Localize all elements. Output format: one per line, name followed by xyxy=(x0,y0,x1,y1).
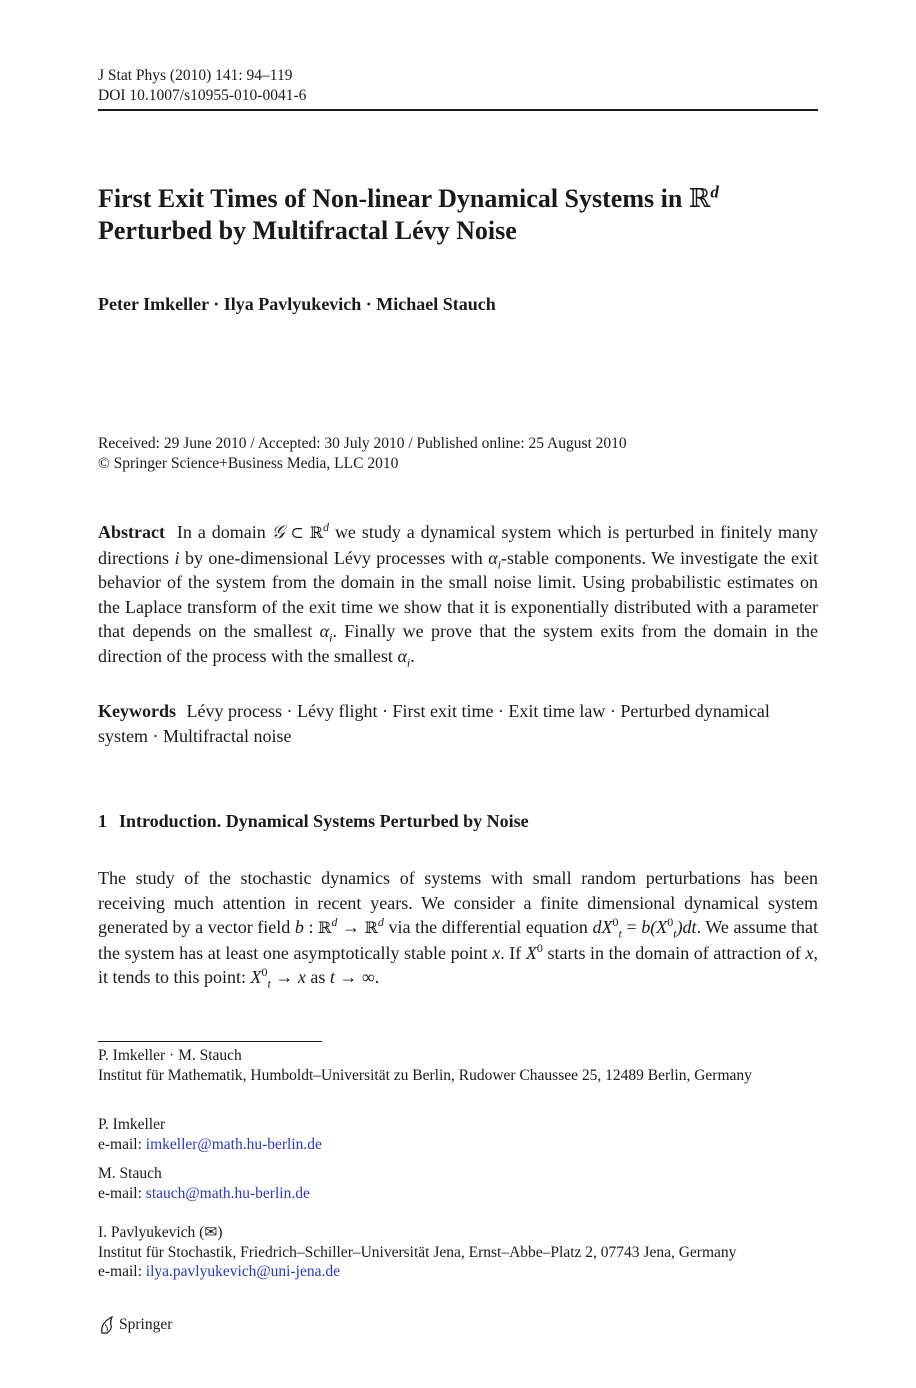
email-label: e-mail: xyxy=(98,1263,142,1280)
affiliation-block-1 xyxy=(98,1046,818,1085)
math-index: i xyxy=(174,547,180,568)
email-label: e-mail: xyxy=(98,1184,142,1202)
section-title: Introduction. Dynamical Systems Perturbed by Noise xyxy=(119,811,529,831)
abstract-text: . Finally we prove that the system exits from the domain in the direction of the process with the smallest xyxy=(98,621,818,666)
math-arrow: → xyxy=(337,917,365,938)
math-sub: t xyxy=(267,976,271,991)
math-exp: d xyxy=(323,520,330,534)
keywords-label: Keywords xyxy=(98,701,176,721)
math-sub: i xyxy=(406,655,411,670)
math-reals: ℝ xyxy=(364,918,378,938)
email-link-stauch[interactable]: stauch@math.hu-berlin.de xyxy=(145,1184,310,1202)
abstract-text: In a domain xyxy=(176,522,266,542)
intro-text: . xyxy=(374,967,380,988)
email-link-imkeller[interactable]: imkeller@math.hu-berlin.de xyxy=(145,1135,322,1153)
affiliation-institution: Institut für Stochastik, Friedrich–Schiller–Universität Jena, Ernst–Abbe–Platz 2, 07743 Jena, Germany xyxy=(98,1243,737,1261)
math-exp: d xyxy=(331,915,338,930)
math-bx: b(X xyxy=(641,917,668,938)
keywords xyxy=(98,699,818,748)
publisher-name: Springer xyxy=(119,1316,173,1333)
math-X: X xyxy=(250,967,262,988)
email-line xyxy=(98,1135,818,1155)
math-alpha: α xyxy=(488,547,498,568)
math-sup: 0 xyxy=(536,940,543,955)
math-sub: i xyxy=(497,557,502,572)
abstract-text: we study a dynamical system which is perturbed in finitely many directions xyxy=(98,522,819,568)
math-sub: t xyxy=(673,926,677,941)
math-exp: d xyxy=(377,915,384,930)
paren-close: ) xyxy=(217,1224,223,1241)
intro-text: starts in the domain of attraction of xyxy=(547,942,801,963)
affiliation-block-2 xyxy=(98,1115,818,1154)
math-arrow: → xyxy=(270,967,298,988)
math-sup: 0 xyxy=(612,915,619,930)
email-line xyxy=(98,1184,818,1204)
header-rule xyxy=(98,109,818,111)
springer-footer xyxy=(98,1316,172,1334)
math-sup: 0 xyxy=(261,965,268,980)
author-list: Peter Imkeller · Ilya Pavlyukevich · Michael Stauch xyxy=(98,294,496,314)
intro-text: , it tends to this point: xyxy=(98,942,819,988)
abstract-text: by one-dimensional Lévy processes with xyxy=(184,547,483,568)
math-dx: dX xyxy=(592,917,613,938)
intro-text: . We assume that the system has at least one asymptotically stable point xyxy=(98,917,819,963)
abstract-label: Abstract xyxy=(98,522,165,542)
math-colon: : xyxy=(303,917,319,938)
affiliation-name: P. Imkeller xyxy=(98,1116,166,1133)
paper-page xyxy=(98,0,818,1388)
springer-horse-icon xyxy=(98,1316,114,1334)
paper-title xyxy=(98,183,818,247)
math-dt: )dt xyxy=(676,917,697,938)
math-sub: i xyxy=(329,630,333,645)
email-line xyxy=(98,1262,818,1282)
keywords-text: Lévy process · Lévy flight · First exit time · Exit time law · Perturbed dynamical system · Multifractal noise xyxy=(98,701,770,746)
title-line-1: First Exit Times of Non-linear Dynamical Systems in xyxy=(98,184,683,213)
intro-paragraph xyxy=(98,866,818,990)
envelope-icon: ✉ xyxy=(204,1224,218,1241)
section-number: 1 xyxy=(98,811,107,831)
email-link-pavlyukevich[interactable]: ilya.pavlyukevich@uni-jena.de xyxy=(145,1263,340,1280)
copyright: © Springer Science+Business Media, LLC 2010 xyxy=(98,455,399,472)
math-equals: = xyxy=(621,917,642,938)
math-alpha: α xyxy=(319,621,330,642)
affiliation-block-4 xyxy=(98,1223,818,1282)
math-X: X xyxy=(525,942,537,963)
journal-header xyxy=(98,66,306,106)
math-t: t xyxy=(329,967,335,988)
math-alpha: α xyxy=(397,645,407,666)
dimension-exponent: d xyxy=(710,182,719,202)
affiliation-names: P. Imkeller · M. Stauch xyxy=(98,1047,242,1064)
abstract xyxy=(98,520,818,669)
math-domain: 𝒢 xyxy=(271,522,285,542)
math-b: b xyxy=(294,917,304,938)
publication-history: Received: 29 June 2010 / Accepted: 30 July 2010 / Published online: 25 August 2010 xyxy=(98,435,627,452)
journal-citation: J Stat Phys (2010) 141: 94–119 xyxy=(98,67,293,84)
math-x: x xyxy=(805,942,814,963)
math-x: x xyxy=(297,967,306,988)
affiliation-block-3 xyxy=(98,1164,818,1203)
affiliation-name: M. Stauch xyxy=(98,1165,162,1182)
math-sub: t xyxy=(618,926,622,941)
email-label: e-mail: xyxy=(98,1135,142,1153)
intro-text: as xyxy=(310,967,326,988)
intro-text: via the differential equation xyxy=(388,917,588,938)
math-reals: ℝ xyxy=(309,523,324,542)
affiliation-institution: Institut für Mathematik, Humboldt–Universität zu Berlin, Rudower Chaussee 25, 12489 Berlin, Germany xyxy=(98,1066,752,1084)
publication-dates xyxy=(98,434,627,474)
doi: DOI 10.1007/s10955-010-0041-6 xyxy=(98,87,307,104)
section-heading xyxy=(98,811,529,832)
real-space-symbol: ℝ xyxy=(688,184,711,214)
footnote-rule xyxy=(98,1041,322,1042)
title-line-2: Perturbed by Multifractal Lévy Noise xyxy=(98,216,517,245)
math-reals: ℝ xyxy=(318,918,332,938)
affiliation-name xyxy=(98,1223,818,1243)
math-sup: 0 xyxy=(667,915,674,930)
intro-text: The study of the stochastic dynamics of systems with small random perturbations has been receiving much attention in recent years. We consider a finite dimensional dynamical system generated by a vector field xyxy=(98,868,818,938)
math-x: x xyxy=(492,942,501,963)
intro-text: . If xyxy=(500,942,522,963)
abstract-text: . xyxy=(410,645,415,666)
corresponding-author-name: I. Pavlyukevich ( xyxy=(98,1224,205,1241)
abstract-text: -stable components. We investigate the exit behavior of the system from the domain in the small noise limit. Using probabilistic estimates on the Laplace transform of the exit time we show that it is exponentially distributed with a parameter that depends on the smallest xyxy=(98,547,818,642)
math-subset: ⊂ xyxy=(290,523,304,542)
math-limit: → ∞ xyxy=(334,967,375,988)
